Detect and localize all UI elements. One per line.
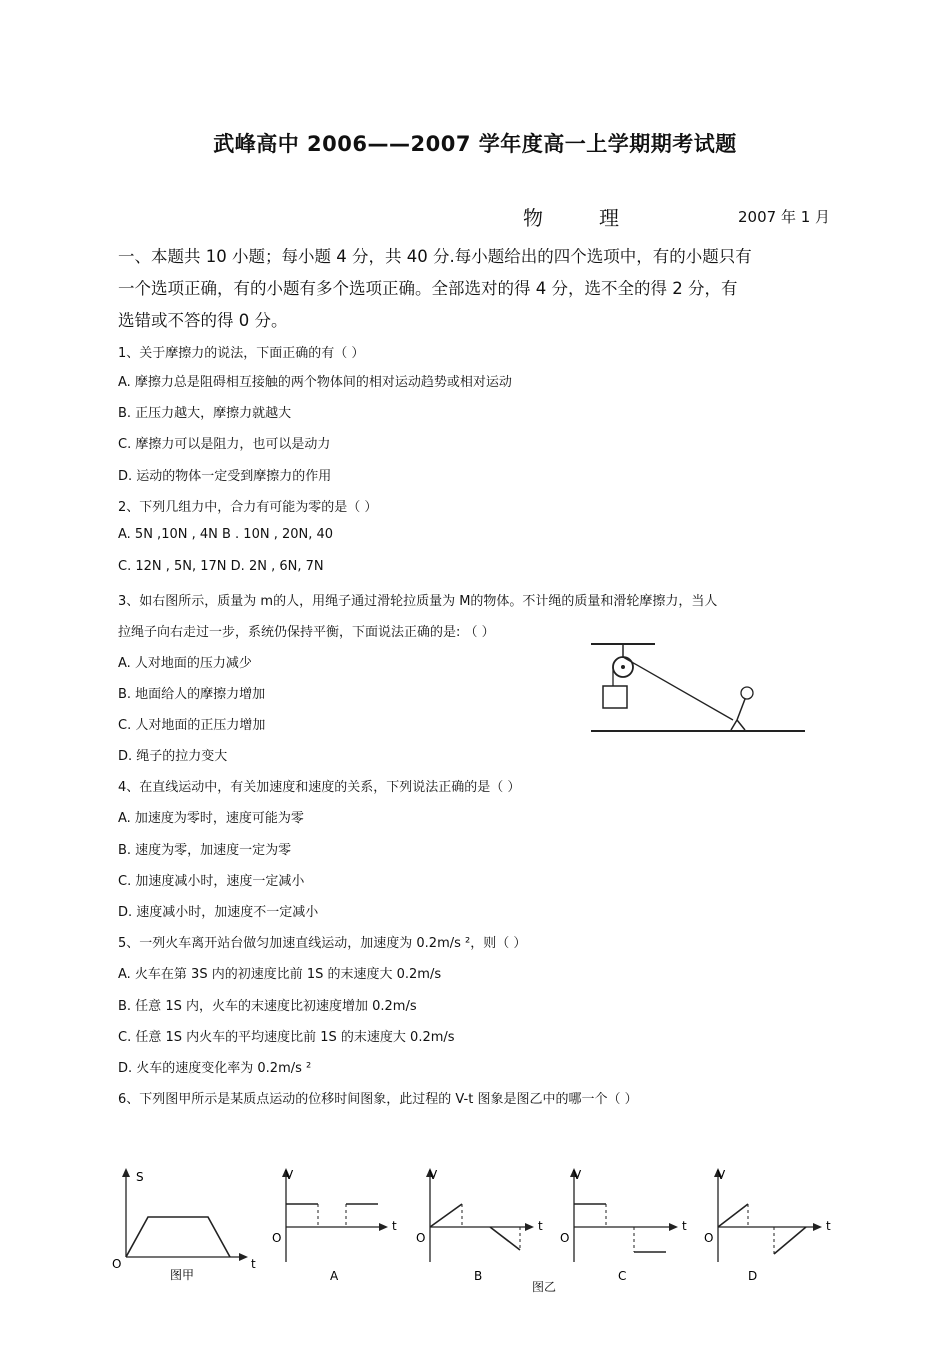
q3-option-a: A. 人对地面的压力减少 [118,656,252,671]
q6-stem: 6、下列图甲所示是某质点运动的位移时间图象，此过程的 V-t 图象是图乙中的哪一个（ ） [118,1092,638,1107]
graph-d [700,1162,840,1287]
graph-a [268,1162,406,1287]
graph-a-origin: O [272,1231,282,1245]
q4-option-d: D. 速度减小时，加速度不一定减小 [118,905,319,920]
graph-d-x-label: t [826,1219,831,1233]
graph-jia-caption: 图甲 [170,1268,195,1282]
q5-option-b: B. 任意 1S 内，火车的末速度比初速度增加 0.2m/s [118,999,417,1014]
graph-jia-y-label: S [136,1170,144,1184]
graph-c-origin: O [560,1231,570,1245]
graph-b-x-label: t [538,1219,543,1233]
q1-option-c: C. 摩擦力可以是阻力，也可以是动力 [118,437,331,452]
graph-c [556,1162,696,1287]
q2-options-ab: A. 5N ,10N , 4N B . 10N , 20N, 40 [118,527,334,542]
section-intro-line-2: 一个选项正确，有的小题有多个选项正确。全部选对的得 4 分，选不全的得 2 分，有 [118,279,738,298]
graph-c-caption: C [618,1269,627,1283]
graph-b-origin: O [416,1231,426,1245]
q2-stem: 2、下列几组力中，合力有可能为零的是（ ） [118,500,378,515]
q5-option-d: D. 火车的速度变化率为 0.2m/s ² [118,1061,312,1076]
graph-d-y-label: V [717,1168,726,1182]
q2-options-cd: C. 12N , 5N, 17N D. 2N , 6N, 7N [118,559,324,574]
exam-date: 2007 年 1 月 [738,208,831,226]
q1-option-a: A. 摩擦力总是阻碍相互接触的两个物体间的相对运动趋势或相对运动 [118,375,512,390]
q5-option-a: A. 火车在第 3S 内的初速度比前 1S 的末速度大 0.2m/s [118,967,442,982]
section-intro-line-3: 选错或不答的得 0 分。 [118,311,288,330]
q3-stem-line-1: 3、如右图所示，质量为 m的人，用绳子通过滑轮拉质量为 M的物体。不计绳的质量和滑轮摩擦力，当人 [118,594,718,609]
section-intro-line-1: 一、本题共 10 小题；每小题 4 分，共 40 分.每小题给出的四个选项中，有的小题只有 [118,247,752,266]
q3-option-b: B. 地面给人的摩擦力增加 [118,687,266,702]
q4-option-b: B. 速度为零，加速度一定为零 [118,843,292,858]
subject-label: 物理 [523,206,675,230]
q3-option-d: D. 绳子的拉力变大 [118,749,228,764]
q5-stem: 5、一列火车离开站台做匀加速直线运动，加速度为 0.2m/s ²，则（ ） [118,936,527,951]
q4-stem: 4、在直线运动中，有关加速度和速度的关系，下列说法正确的是（ ） [118,780,521,795]
graph-b-y-label: V [429,1168,438,1182]
graph-b [412,1162,552,1287]
graph-a-caption: A [330,1269,339,1283]
graph-jia-x-label: t [251,1257,256,1271]
q4-option-a: A. 加速度为零时，速度可能为零 [118,811,304,826]
graph-yi-caption: 图乙 [532,1280,557,1294]
graph-jia [108,1162,268,1287]
graph-d-origin: O [704,1231,714,1245]
graph-jia-origin: O [112,1257,122,1271]
exam-title: 武峰高中 2006——2007 学年度高一上学期期考试题 [213,132,737,156]
q5-option-c: C. 任意 1S 内火车的平均速度比前 1S 的末速度大 0.2m/s [118,1030,455,1045]
q1-option-b: B. 正压力越大，摩擦力就越大 [118,406,292,421]
q1-option-d: D. 运动的物体一定受到摩擦力的作用 [118,469,332,484]
q3-stem-line-2: 拉绳子向右走过一步，系统仍保持平衡，下面说法正确的是: （ ） [118,625,495,640]
pulley-figure [585,638,810,738]
graph-a-x-label: t [392,1219,397,1233]
q1-stem: 1、关于摩擦力的说法，下面正确的有（ ） [118,346,365,361]
graph-c-x-label: t [682,1219,687,1233]
graph-a-y-label: V [285,1168,294,1182]
q4-option-c: C. 加速度减小时，速度一定减小 [118,874,305,889]
q3-option-c: C. 人对地面的正压力增加 [118,718,266,733]
graph-c-y-label: V [573,1168,582,1182]
graph-d-caption: D [748,1269,758,1283]
graph-b-caption: B [474,1269,483,1283]
